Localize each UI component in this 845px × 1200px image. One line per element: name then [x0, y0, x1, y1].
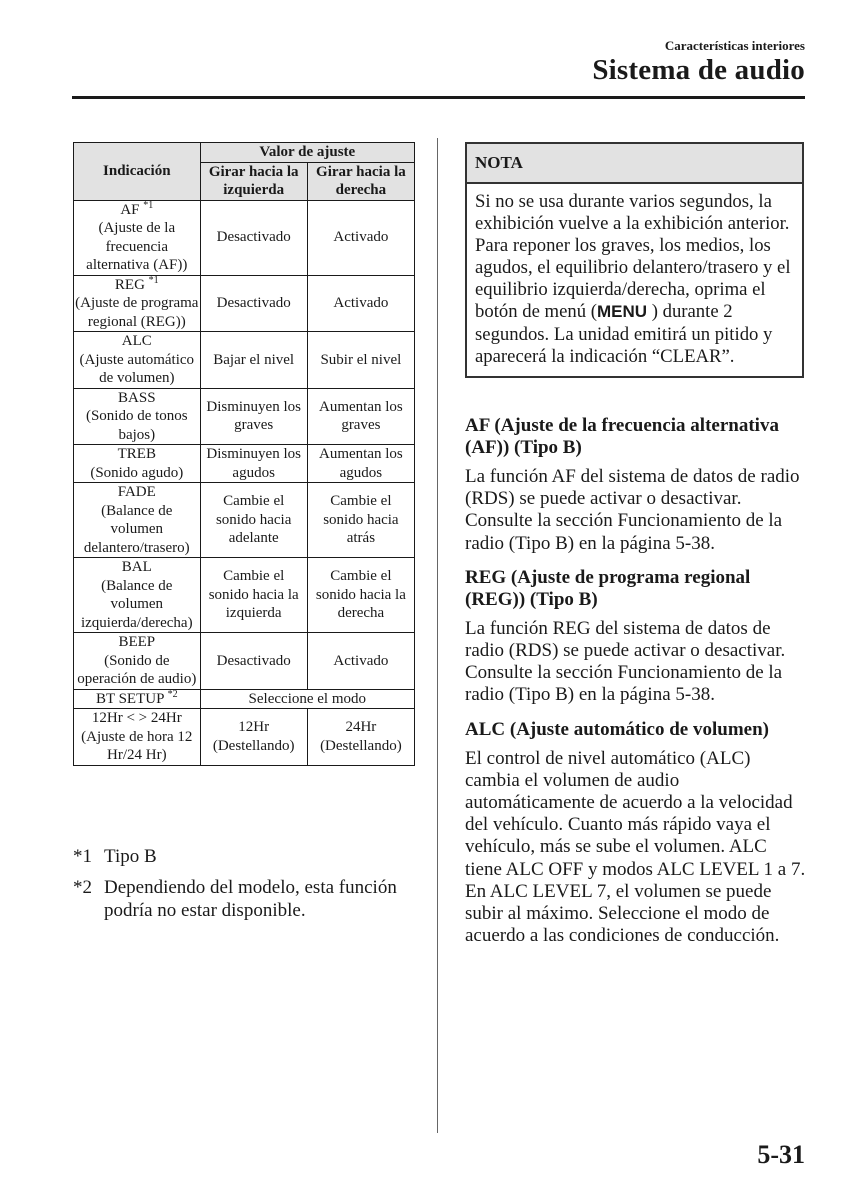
indication-cell: [74, 709, 201, 766]
indication-name: BASS: [118, 389, 156, 406]
indication-desc: (Ajuste de la frecuencia alternativa (AF)): [86, 220, 188, 273]
section-heading: ALC (Ajuste automático de volumen): [465, 718, 769, 740]
left-value: Disminuyen los graves: [200, 388, 307, 445]
section-reg: [465, 567, 807, 707]
indication-cell: [74, 689, 201, 709]
right-value: Aumentan los graves: [307, 388, 414, 445]
table-row: [74, 483, 415, 558]
indication-name: BEEP: [118, 634, 156, 650]
table-row: [74, 275, 415, 332]
right-value: Activado: [307, 200, 414, 275]
left-value: Disminuyen los agudos: [200, 445, 307, 483]
left-value: Desactivado: [200, 200, 307, 275]
footnotes: [73, 845, 418, 930]
footnote-ref: *1: [148, 274, 159, 286]
right-value: Activado: [307, 633, 414, 690]
section-body: El control de nivel automático (ALC) cambia el volumen de audio automáticamente de acuerdo a la velocidad del vehículo. Cuanto más rápido vaya el vehículo, más se sube el volumen. ALC tiene ALC OFF y modos ALC LEVEL 1 a 7. En ALC LEVEL 7, el volumen se puede subir al máximo. Seleccione el modo de acuerdo a las condiciones de conducción.: [465, 747, 806, 947]
section-body: La función AF del sistema de datos de radio (RDS) se puede activar o desactivar. Consulte la sección Funcionamiento de la radio (Tipo B) en la página 5-38.: [465, 466, 800, 554]
right-value: Cambie el sonido hacia atrás: [307, 483, 414, 558]
footnote-ref: *2: [167, 688, 178, 700]
note-text-after: ) durante 2 segundos. La unidad emitirá un pitido y aparecerá la indicación “CLEAR”.: [475, 301, 773, 367]
page-title: Sistema de audio: [592, 54, 805, 86]
section-af: [465, 415, 807, 555]
combined-value: Seleccione el modo: [200, 689, 414, 709]
left-value: 12Hr (Destellando): [200, 709, 307, 766]
section-alc: [465, 719, 807, 948]
indication-desc: (Ajuste de hora 12 Hr/24 Hr): [81, 728, 193, 763]
footnote: [73, 876, 418, 922]
left-value: Cambie el sonido hacia la izquierda: [200, 558, 307, 633]
footnote: [73, 845, 418, 868]
right-value: 24Hr (Destellando): [307, 709, 414, 766]
right-value: Cambie el sonido hacia la derecha: [307, 558, 414, 633]
indication-name: AF: [120, 201, 140, 218]
section-heading: REG (Ajuste de programa regional (REG)) (Tipo B): [465, 566, 751, 610]
table-header-value: Valor de ajuste: [200, 143, 414, 163]
note-text-before: Si no se usa durante varios segundos, la exhibición vuelve a la exhibición anterior. Para reponer los graves, los medios, los agudos, el equilibrio delantero/trasero y el equilibrio izquierda/derecha, oprima el botón de menú (: [475, 191, 791, 323]
indication-cell: [74, 275, 201, 332]
left-value: Desactivado: [200, 633, 307, 690]
indication-desc: (Ajuste automático de volumen): [79, 351, 195, 386]
note-title: NOTA: [467, 144, 802, 184]
indication-name: BT SETUP: [95, 690, 164, 707]
table-header-right: Girar hacia la derecha: [307, 162, 414, 200]
indication-desc: (Sonido de operación de audio): [77, 652, 197, 687]
right-value: Aumentan los agudos: [307, 445, 414, 483]
header-section-label: Características interiores: [664, 38, 805, 53]
audio-settings-table: [73, 142, 415, 766]
table-header-left: Girar hacia la izquierda: [200, 162, 307, 200]
note-text: [467, 184, 802, 376]
indication-name: TREB: [117, 446, 156, 462]
indication-desc: (Balance de volumen delantero/trasero): [83, 502, 190, 556]
indication-desc: (Ajuste de programa regional (REG)): [75, 295, 199, 330]
table-row: [74, 332, 415, 389]
indication-name: BAL: [121, 559, 152, 575]
table-header-indication: Indicación: [74, 143, 201, 201]
right-column: [465, 415, 807, 959]
table-row: [74, 633, 415, 690]
indication-desc: (Sonido de tonos bajos): [85, 408, 188, 443]
indication-name: 12Hr < > 24Hr: [91, 710, 182, 726]
left-value: Cambie el sonido hacia adelante: [200, 483, 307, 558]
indication-cell: [74, 558, 201, 633]
left-value: Desactivado: [200, 275, 307, 332]
table-row: [74, 709, 415, 766]
footnote-text: Dependiendo del modelo, esta función podría no estar disponible.: [104, 877, 397, 921]
left-value: Bajar el nivel: [200, 332, 307, 389]
column-divider: [437, 138, 438, 1133]
note-box: [465, 142, 804, 378]
indication-cell: [74, 445, 201, 483]
section-body: La función REG del sistema de datos de radio (RDS) se puede activar o desactivar. Consulte la sección Funcionamiento de la radio (Tipo B) en la página 5-38.: [465, 617, 786, 706]
page-number: 5-31: [757, 1140, 805, 1169]
indication-name: FADE: [117, 484, 156, 500]
indication-desc: (Balance de volumen izquierda/derecha): [80, 577, 193, 631]
indication-name: ALC: [121, 333, 152, 349]
footnote-ref: *1: [143, 199, 154, 211]
footnote-mark: *1: [73, 846, 92, 867]
right-value: Activado: [307, 275, 414, 332]
table-row: [74, 388, 415, 445]
footnote-mark: *2: [73, 877, 92, 898]
section-heading: AF (Ajuste de la frecuencia alternativa (AF)) (Tipo B): [465, 415, 779, 458]
right-value: Subir el nivel: [307, 332, 414, 389]
table-row: [74, 200, 415, 275]
table-row: [74, 689, 415, 709]
indication-cell: [74, 633, 201, 690]
table-row: [74, 558, 415, 633]
indication-cell: [74, 332, 201, 389]
menu-key-label: MENU: [596, 302, 648, 322]
footnote-text: Tipo B: [104, 846, 157, 867]
table-row: [74, 445, 415, 483]
indication-name: REG: [114, 276, 145, 293]
header-rule: [72, 96, 805, 99]
indication-cell: [74, 200, 201, 275]
indication-cell: [74, 388, 201, 445]
indication-cell: [74, 483, 201, 558]
indication-desc: (Sonido agudo): [90, 464, 184, 481]
